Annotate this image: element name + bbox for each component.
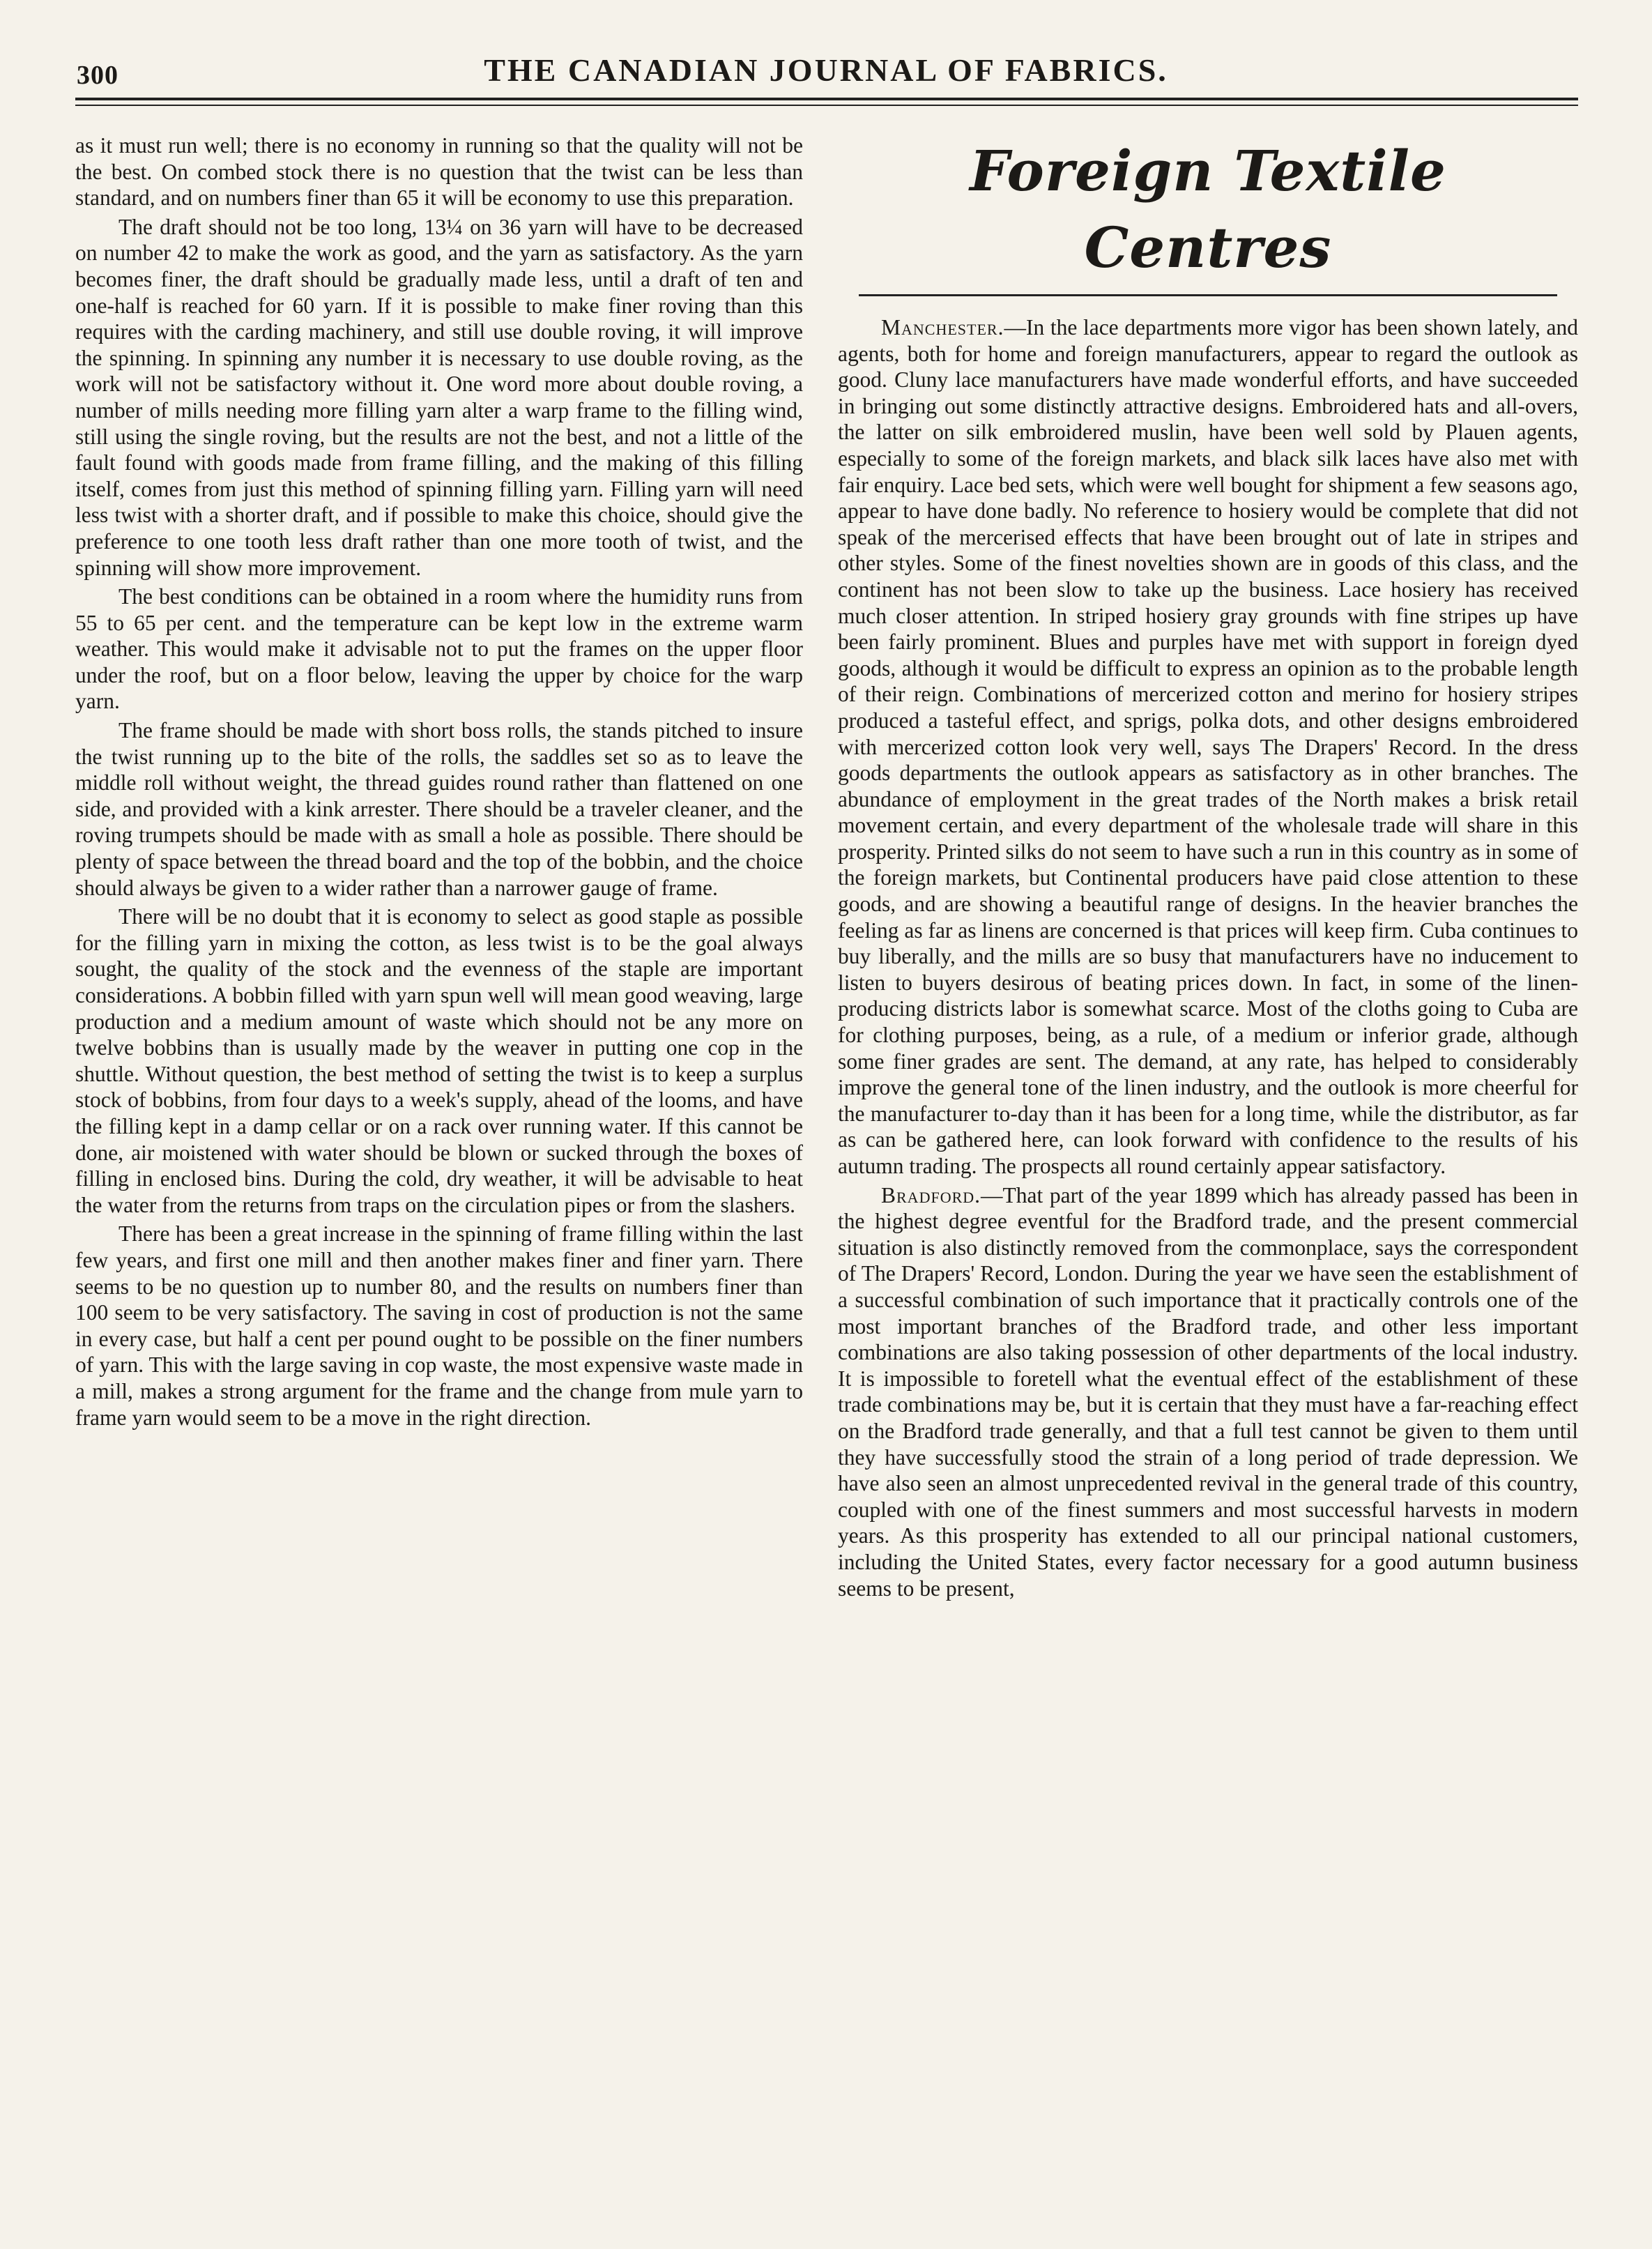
right-column bbox=[838, 132, 1578, 2098]
article-lead-manchester: Manchester. bbox=[881, 315, 1004, 340]
left-paragraph-5: There will be no doubt that it is economy to select as good staple as possible for the filling yarn in mixing the cotton, as less twist is to be the goal always sought, the quality of the stock and the evenness of the staple are important considerations. A bobbin filled with yarn spun well will mean good weaving, large production and a medium amount of waste which should not be any more on twelve bobbins than is usually made by the weaver in putting one cop in the shuttle. Without question, the best method of setting the twist is to keep a surplus stock of bobbins, from four days to a week's supply, ahead of the looms, and have the filling kept in a damp cellar or on a rack over running water. If this cannot be done, air moistened with water should be blown or sucked through the boxes of filling in enclosed bins. During the cold, dry weather, it will be advisable to heat the water from the returns from traps on the circulation pipes or from the slashers. bbox=[75, 904, 803, 1217]
section-title-rule bbox=[859, 294, 1557, 296]
journal-title: THE CANADIAN JOURNAL OF FABRICS. bbox=[484, 52, 1168, 88]
left-paragraph-6: There has been a great increase in the spinning of frame filling within the last few years, and first one mill and then another makes finer and finer yarn. There seems to be no question up to number 80, and the results on numbers finer than 100 seem to be very satisfactory. The saving in cost of production is not the same in every case, but half a cent per pound ought to be possible on the finer numbers of yarn. This with the large saving in cop waste, the most expensive waste made in a mill, makes a strong argument for the frame and the change from mule yarn to frame yarn would seem to be a move in the right direction. bbox=[75, 1221, 803, 1430]
article-manchester bbox=[838, 314, 1578, 1180]
left-paragraph-2: The draft should not be too long, 13¼ on 36 yarn will have to be decreased on number 42 to make the work as good, and the yarn as satisfactory. As the yarn becomes finer, the draft should be gradually made less, until a draft of ten and one-half is reached for 60 yarn. If it is possible to make finer roving than this requires with the carding machinery, and still use double roving, it will improve the spinning. In spinning any number it is necessary to use double roving, as the work will not be satisfactory without it. One word more about double roving, a number of mills needing more filling yarn alter a warp frame to the filling wind, still using the single roving, but the results are not the best, and not a little of the fault found with goods made from frame filling, and the making of this filling itself, comes from just this method of spinning filling yarn. Filling yarn will need less twist with a shorter draft, and if possible to make this choice, should give the preference to one tooth less draft rather than one more tooth of twist, and the spinning will show more improvement. bbox=[75, 214, 803, 580]
article-bradford bbox=[838, 1182, 1578, 1602]
article-text-bradford: —That part of the year 1899 which has already passed has been in the highest degree eventful for the Bradford trade, and the present commercial situation is also distinctly removed from the commonplace, says the correspondent of The Drapers' Record, London. During the year we have seen the establishment of a successful combination of such importance that it practically controls one of the most important branches of the Bradford trade, and other less important combinations are also taking possession of other departments of the local industry. It is impossible to foretell what the eventual effect of the establishment of these trade combinations may be, but it is certain that they must have a far-reaching effect on the Bradford trade generally, and that a full test cannot be given to them until they have successfully stood the strain of a long period of trade depression. We have also seen an almost unprecedented revival in the general trade of this country, coupled with one of the finest summers and most successful harvests in modern years. As this prosperity has extended to all our principal national customers, including the United States, every factor necessary for a good autumn business seems to be present, bbox=[838, 1182, 1578, 1601]
section-title: Foreign Textile Centres bbox=[970, 138, 1446, 280]
header-rule-thin bbox=[75, 105, 1578, 106]
left-paragraph-4: The frame should be made with short boss rolls, the stands pitched to insure the twist running up to the bite of the rolls, the saddles set so as to leave the middle roll without weight, the thread guides round rather than flattened on one side, and provided with a kink arrester. There should be a traveler cleaner, and the roving trumpets should be made with as small a hole as possible. There should be plenty of space between the thread board and the top of the bobbin, and the choice should always be given to a wider rather than a narrower gauge of frame. bbox=[75, 718, 803, 900]
left-paragraph-3: The best conditions can be obtained in a room where the humidity runs from 55 to 65 per cent. and the temperature can be kept low in the extreme warm weather. This would make it advisable not to put the frames on the upper floor under the roof, but on a floor below, leaving the upper by choice for the warp yarn. bbox=[75, 584, 803, 714]
left-column bbox=[75, 132, 803, 2098]
page-number: 300 bbox=[77, 61, 118, 90]
article-lead-bradford: Bradford. bbox=[881, 1182, 981, 1207]
article-text-manchester: —In the lace departments more vigor has been shown lately, and agents, both for home and foreign manufacturers, appear to regard the outlook as good. Cluny lace manufacturers have made wonderful efforts, and have succeeded in bringing out some distinctly attractive designs. Embroidered hats and all-overs, the latter on silk embroidered muslin, have been well sold by Plauen agents, especially to some of the foreign markets, and black silk laces have also met with fair enquiry. Lace bed sets, which were well bought for shipment a few seasons ago, appear to have done badly. No reference to hosiery would be complete that did not speak of the mercerised effects that have been brought out of late in stripes and other styles. Some of the finest novelties shown are in goods of this class, and the continent has not been slow to take up the business. Lace hosiery has received much closer attention. In striped hosiery gray grounds with fine stripes up have been fairly prominent. Blues and purples have met with support in foreign dyed goods, although it would be difficult to express an opinion as to the probable length of their reign. Combinations of mercerized cotton and merino for hosiery stripes produced a tasteful effect, and sprigs, polka dots, and other designs embroidered with mercerized cotton look very well, says The Drapers' Record. In the dress goods departments the outlook appears as satisfactory as in other branches. The abundance of employment in the great trades of the North makes a brisk retail movement certain, and every department of the wholesale trade will share in this prosperity. Printed silks do not seem to have such a run in this country as in some of the foreign markets, but Continental producers have paid close attention to these goods, and are showing a beautiful range of designs. In the heavier branches the feeling as far as linens are concerned is that prices will keep firm. Cuba continues to buy liberally, and the mills are so busy that manufacturers have no inducement to listen to buyers desirous of beating prices down. In fact, in some of the linen-producing districts labor is somewhat scarce. Most of the cloths going to Cuba are for clothing purposes, being, as a rule, of a medium or inferior grade, although some finer grades are sent. The demand, at any rate, has helped to considerably improve the general tone of the linen industry, and the outlook is more cheerful for the manufacturer to-day than it has been for a long time, while the distributor, as far as can be gathered here, can look forward with confidence to the results of his autumn trading. The prospects all round certainly appear satisfactory. bbox=[838, 315, 1578, 1178]
left-paragraph-1: as it must run well; there is no economy in running so that the quality will not be the best. On combed stock there is no question that the twist can be less than standard, and on numbers finer than 65 it will be economy to use this preparation. bbox=[75, 133, 803, 211]
header-rule-thick bbox=[75, 98, 1578, 100]
